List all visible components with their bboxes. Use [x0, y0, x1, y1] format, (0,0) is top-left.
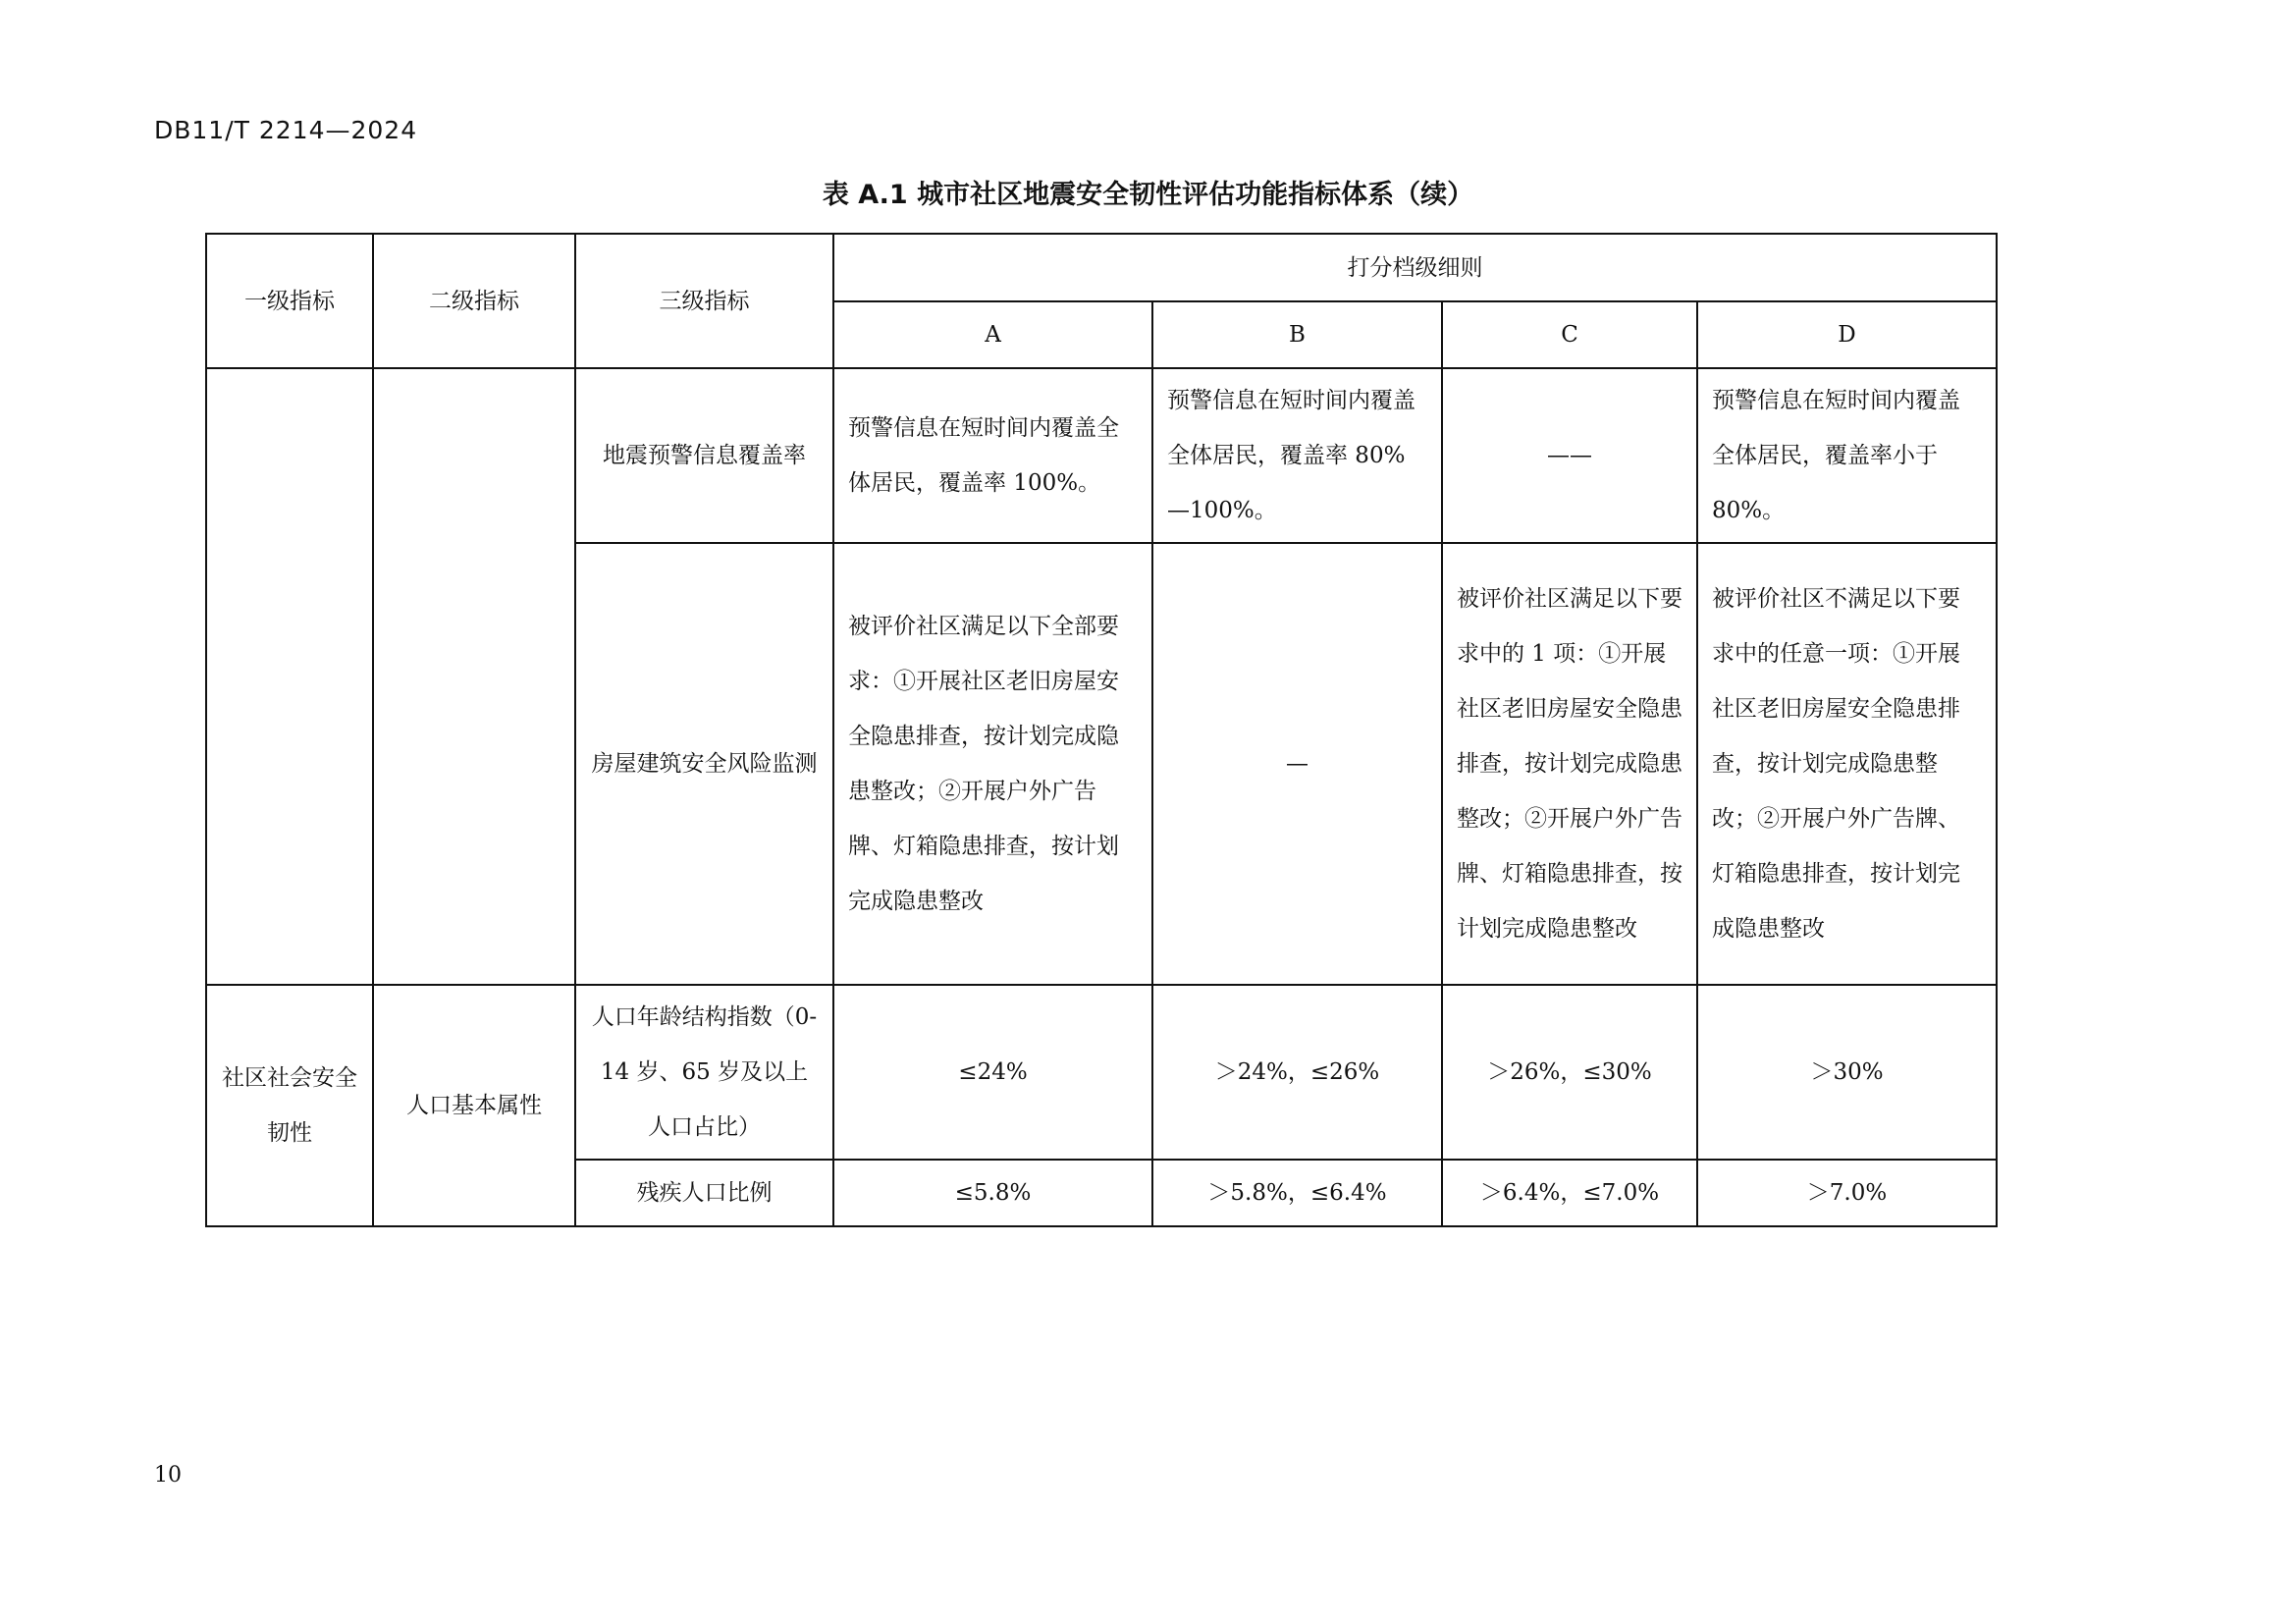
level2-cell-empty [373, 368, 575, 985]
grade-d-cell: 被评价社区不满足以下要求中的任意一项：①开展社区老旧房屋安全隐患排查，按计划完成隐患整改；②开展户外广告牌、灯箱隐患排查，按计划完成隐患整改 [1697, 543, 1997, 985]
table-row [206, 368, 1997, 543]
header-scoring: 打分档级细则 [833, 234, 1997, 301]
grade-b-cell: ＞5.8%，≤6.4% [1152, 1160, 1442, 1226]
grade-c-cell: ＞6.4%，≤7.0% [1442, 1160, 1697, 1226]
indicator-table [205, 233, 1998, 1227]
grade-a-cell: 预警信息在短时间内覆盖全体居民，覆盖率 100%。 [833, 368, 1152, 543]
document-code: DB11/T 2214—2024 [154, 116, 418, 144]
level3-cell: 残疾人口比例 [575, 1160, 833, 1226]
header-level1: 一级指标 [206, 234, 373, 368]
grade-a-cell: 被评价社区满足以下全部要求：①开展社区老旧房屋安全隐患排查，按计划完成隐患整改；②开展户外广告牌、灯箱隐患排查，按计划完成隐患整改 [833, 543, 1152, 985]
grade-c-cell: ＞26%，≤30% [1442, 985, 1697, 1160]
header-level3: 三级指标 [575, 234, 833, 368]
header-grade-c: C [1442, 301, 1697, 368]
grade-b-cell: ＞24%，≤26% [1152, 985, 1442, 1160]
header-grade-a: A [833, 301, 1152, 368]
grade-b-cell: 预警信息在短时间内覆盖全体居民，覆盖率 80%—100%。 [1152, 368, 1442, 543]
header-level2: 二级指标 [373, 234, 575, 368]
level1-cell-empty [206, 368, 373, 985]
level3-cell: 房屋建筑安全风险监测 [575, 543, 833, 985]
page-number: 10 [154, 1463, 182, 1488]
table-row [206, 985, 1997, 1160]
grade-c-cell: —— [1442, 368, 1697, 543]
grade-b-cell: — [1152, 543, 1442, 985]
grade-d-cell: ＞30% [1697, 985, 1997, 1160]
header-grade-d: D [1697, 301, 1997, 368]
header-grade-b: B [1152, 301, 1442, 368]
level2-cell: 人口基本属性 [373, 985, 575, 1226]
level3-cell: 地震预警信息覆盖率 [575, 368, 833, 543]
grade-c-cell: 被评价社区满足以下要求中的 1 项：①开展社区老旧房屋安全隐患排查，按计划完成隐患整改；②开展户外广告牌、灯箱隐患排查，按计划完成隐患整改 [1442, 543, 1697, 985]
grade-a-cell: ≤24% [833, 985, 1152, 1160]
grade-d-cell: ＞7.0% [1697, 1160, 1997, 1226]
level1-cell: 社区社会安全韧性 [206, 985, 373, 1226]
grade-a-cell: ≤5.8% [833, 1160, 1152, 1226]
level3-cell: 人口年龄结构指数（0-14 岁、65 岁及以上人口占比） [575, 985, 833, 1160]
grade-d-cell: 预警信息在短时间内覆盖全体居民，覆盖率小于 80%。 [1697, 368, 1997, 543]
table-title: 表 A.1 城市社区地震安全韧性评估功能指标体系（续） [822, 180, 1474, 210]
